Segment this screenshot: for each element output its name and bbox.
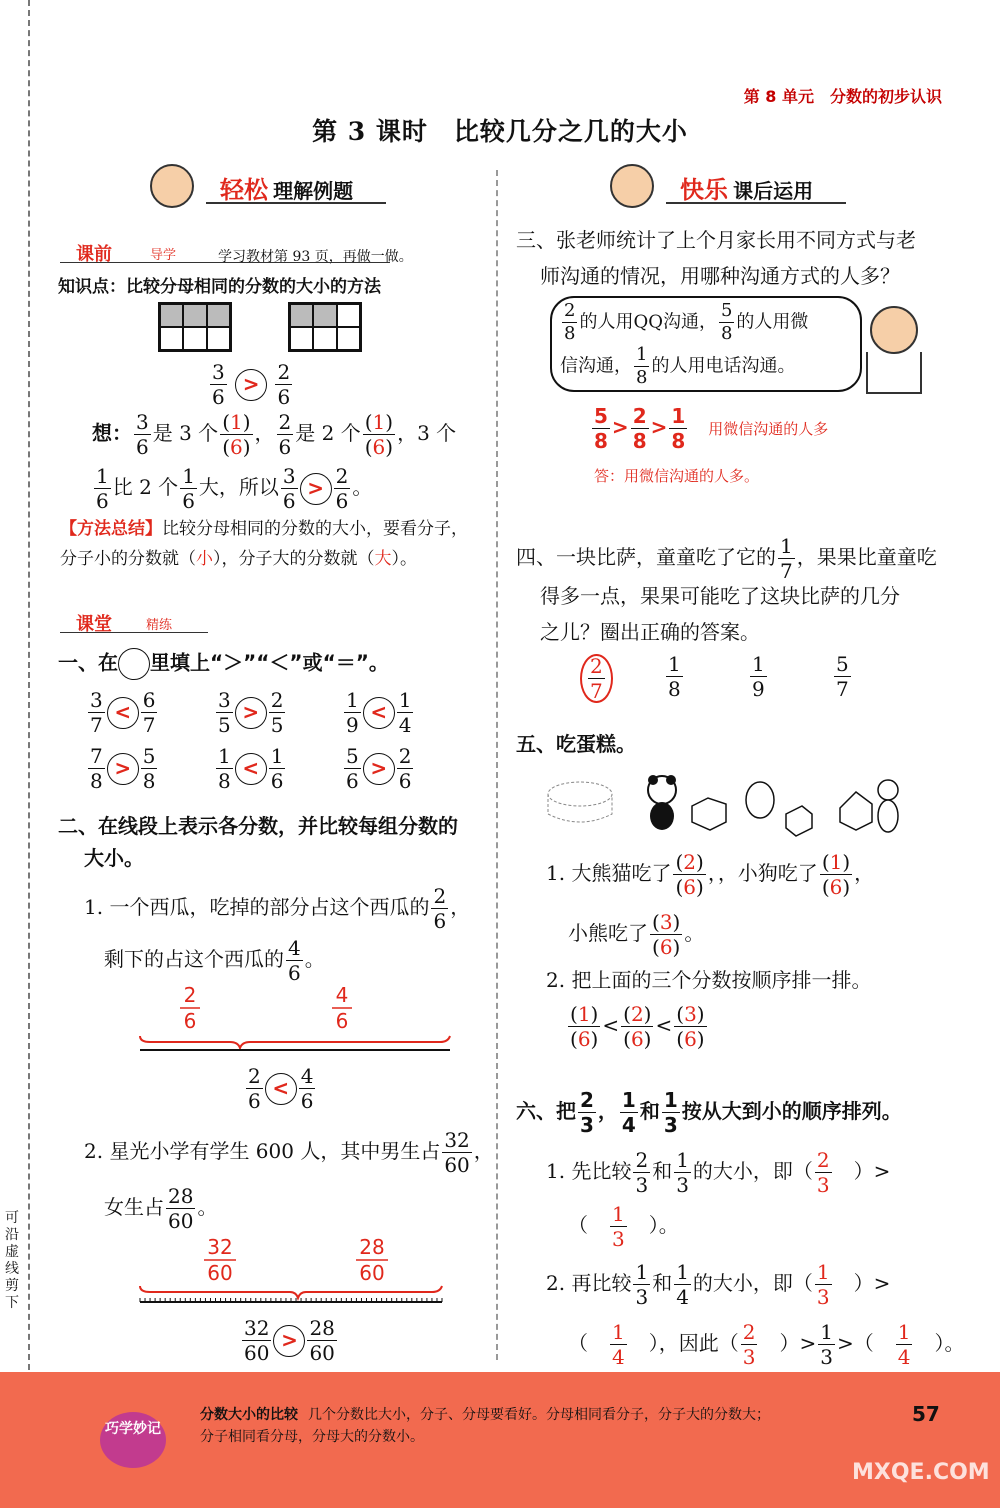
q2-p2-compare: $\frac{32}{60}$ > $\frac{28}{60}$	[244, 1316, 335, 1365]
svg-text:32: 32	[207, 1235, 233, 1259]
svg-text:2: 2	[183, 983, 197, 1007]
q2-p2-segment	[130, 1234, 460, 1314]
q4-option[interactable]: $\frac{1}{8}$	[668, 652, 681, 701]
answer-circle[interactable]: >	[363, 753, 395, 785]
cut-hint: 可沿虚线剪下	[5, 1210, 19, 1311]
boy-icon	[610, 164, 654, 208]
q1-item: $\frac{1}{9}$ < $\frac{1}{4}$	[346, 688, 412, 737]
header-small: 理解例题	[273, 179, 354, 203]
cake-animals-illustration	[540, 770, 900, 840]
q2-p1-line1: 1. 一个西瓜，吃掉的部分占这个西瓜的 $\frac{2}{6}$ ，	[84, 884, 471, 933]
pre-tag: 课前	[76, 244, 112, 265]
section-header-left	[150, 164, 386, 208]
q3-title-1: 三、张老师统计了上个月家长用不同方式与老	[516, 228, 916, 252]
answer-circle: >	[235, 369, 267, 401]
q2-p1-line2: 剩下的占这个西瓜的 $\frac{4}{6}$ 。	[104, 936, 325, 985]
q6-s2-ans: （ $\frac{1}{4}$ ），因此（ $\frac{2}{3}$ ）> $\frac{1}{3}$ >（ $\frac{1}{4}$ ）。	[568, 1320, 965, 1369]
class-tag: 课堂	[76, 614, 112, 635]
q1-item: $\frac{7}{8}$ > $\frac{5}{8}$	[90, 744, 156, 793]
column-divider	[496, 170, 498, 1360]
q6-title: 六、把 $\frac{2}{3}$ ， $\frac{1}{4}$ 和 $\frac{1}{3}$ 按从大到小的顺序排列。	[516, 1088, 902, 1137]
section-header-right	[610, 164, 846, 208]
example-compare: $\frac{3}{6}$ > $\frac{2}{6}$	[212, 360, 291, 409]
method-summary: 【方法总结】比较分母相同的分数的大小，要看分子，分子小的分数就（小），分子大的分数就（大）。	[60, 519, 468, 569]
svg-text:60: 60	[207, 1261, 233, 1285]
q4-options	[580, 654, 900, 704]
header-big: 快乐	[680, 176, 728, 204]
q6-s1-ans: （ $\frac{1}{3}$ ）。	[568, 1202, 679, 1251]
class-sub: 精练	[146, 618, 173, 633]
q5-p2: 2. 把上面的三个分数按顺序排一排。	[546, 968, 872, 992]
svg-text:6: 6	[183, 1009, 197, 1033]
q5-title: 五、吃蛋糕。	[516, 732, 636, 756]
pre-sub: 导学	[150, 248, 177, 263]
think-line-1: 想： $\frac{3}{6}$ 是 3 个 $\frac{(1)}{(6)}$ ， $\frac{2}{6}$ 是 2 个 $\frac{(1)}{(6)}$ ，3 个	[92, 410, 457, 459]
answer-circle[interactable]: >	[235, 697, 267, 729]
q4-option[interactable]: $\frac{5}{7}$	[836, 652, 849, 701]
q4-line-3: 之儿？圈出正确的答案。	[540, 620, 760, 644]
q2-p2-line1: 2. 星光小学有学生 600 人，其中男生占 $\frac{32}{60}$ ，	[84, 1128, 494, 1177]
fraction-grid-3-6	[158, 302, 232, 352]
q1-item: $\frac{3}{7}$ < $\frac{6}{7}$	[90, 688, 156, 737]
svg-text:6: 6	[335, 1009, 349, 1033]
q2-title: 二、在线段上表示各分数，并比较每组分数的	[58, 814, 458, 838]
q2-p2-line2: 女生占 $\frac{28}{60}$ 。	[104, 1184, 218, 1233]
watermark: MXQE.COM	[852, 1460, 990, 1485]
q4-line-2: 得多一点，果果可能吃了这块比萨的几分	[540, 584, 900, 608]
knowledge-point: 知识点：比较分母相同的分数的大小的方法	[58, 277, 381, 297]
answer-circle[interactable]: >	[107, 753, 139, 785]
header-small: 课后运用	[733, 179, 814, 203]
q1-title: 一、在 里填上“＞”“＜”或“＝”。	[58, 648, 389, 680]
q2-p1-compare: $\frac{2}{6}$ < $\frac{4}{6}$	[248, 1064, 314, 1113]
q6-s1: 1. 先比较 $\frac{2}{3}$ 和 $\frac{1}{3}$ 的大小，即（ $\frac{2}{3}$ ）>	[546, 1148, 891, 1197]
bubble-line-1: $\frac{2}{8}$ 的人用QQ沟通， $\frac{5}{8}$ 的人用微	[564, 300, 809, 344]
q3-answer-compare: $\frac{5}{8}$ > $\frac{2}{8}$ > $\frac{1}{8}$ 用微信沟通的人多	[594, 404, 829, 453]
think-line-2: $\frac{1}{6}$ 比 2 个 $\frac{1}{6}$ 大，所以 $\frac{3}{6}$ > $\frac{2}{6}$ 。	[96, 464, 373, 513]
footer-note: 分数大小的比较 几个分数比大小，分子、分母要看好。分母相同看分子，分子大的分数大； 分子相同看分母，分母大的分数小。	[200, 1407, 770, 1445]
q5-order: $\frac{(1)}{(6)}$ < $\frac{(2)}{(6)}$ < $\frac{(3)}{(6)}$	[570, 1002, 705, 1051]
svg-text:4: 4	[335, 983, 349, 1007]
answer-circle[interactable]: <	[107, 697, 139, 729]
q1-item: $\frac{1}{8}$ < $\frac{1}{6}$	[218, 744, 284, 793]
q4-option[interactable]: $\frac{2}{7}$	[580, 654, 613, 703]
unit-header: 第 8 单元 分数的初步认识	[743, 87, 942, 106]
svg-text:28: 28	[359, 1235, 385, 1259]
fraction-grid-2-6	[288, 302, 362, 352]
bubble-line-2: 信沟通， $\frac{1}{8}$ 的人用电话沟通。	[560, 344, 796, 388]
cut-line	[28, 0, 30, 1370]
q3-answer: 答：用微信沟通的人多。	[594, 467, 760, 485]
q2-title-2: 大小。	[84, 846, 144, 870]
pre-instruction: 学习教材第 93 页，再做一做。	[218, 249, 413, 265]
answer-circle[interactable]: <	[235, 753, 267, 785]
q4-option[interactable]: $\frac{1}{9}$	[752, 652, 765, 701]
q4-line-1: 四、一块比萨，童童吃了它的 $\frac{1}{7}$ ，果果比童童吃	[516, 534, 937, 583]
page-number: 57	[912, 1402, 940, 1426]
q6-s2: 2. 再比较 $\frac{1}{3}$ 和 $\frac{1}{4}$ 的大小，即（ $\frac{1}{3}$ ）>	[546, 1260, 891, 1309]
memory-badge: 巧学妙记	[100, 1412, 166, 1468]
answer-circle[interactable]: <	[363, 697, 395, 729]
teacher-icon	[870, 306, 918, 354]
q1-item: $\frac{3}{5}$ > $\frac{2}{5}$	[218, 688, 284, 737]
q5-p1-line2: 小熊吃了 $\frac{(3)}{(6)}$ 。	[568, 910, 705, 959]
q3-title-2: 师沟通的情况，用哪种沟通方式的人多？	[540, 264, 900, 288]
q5-p1-line1: 1. 大熊猫吃了 $\frac{(2)}{(6)}$ ，，小狗吃了 $\frac{(1)}{(6)}$ ，	[546, 850, 875, 899]
q1-item: $\frac{5}{6}$ > $\frac{2}{6}$	[346, 744, 412, 793]
svg-text:60: 60	[359, 1261, 385, 1285]
header-big: 轻松	[220, 176, 268, 204]
lesson-title: 第 3 课时 比较几分之几的大小	[312, 117, 688, 146]
q2-p1-segment	[130, 982, 470, 1062]
girl-icon	[150, 164, 194, 208]
